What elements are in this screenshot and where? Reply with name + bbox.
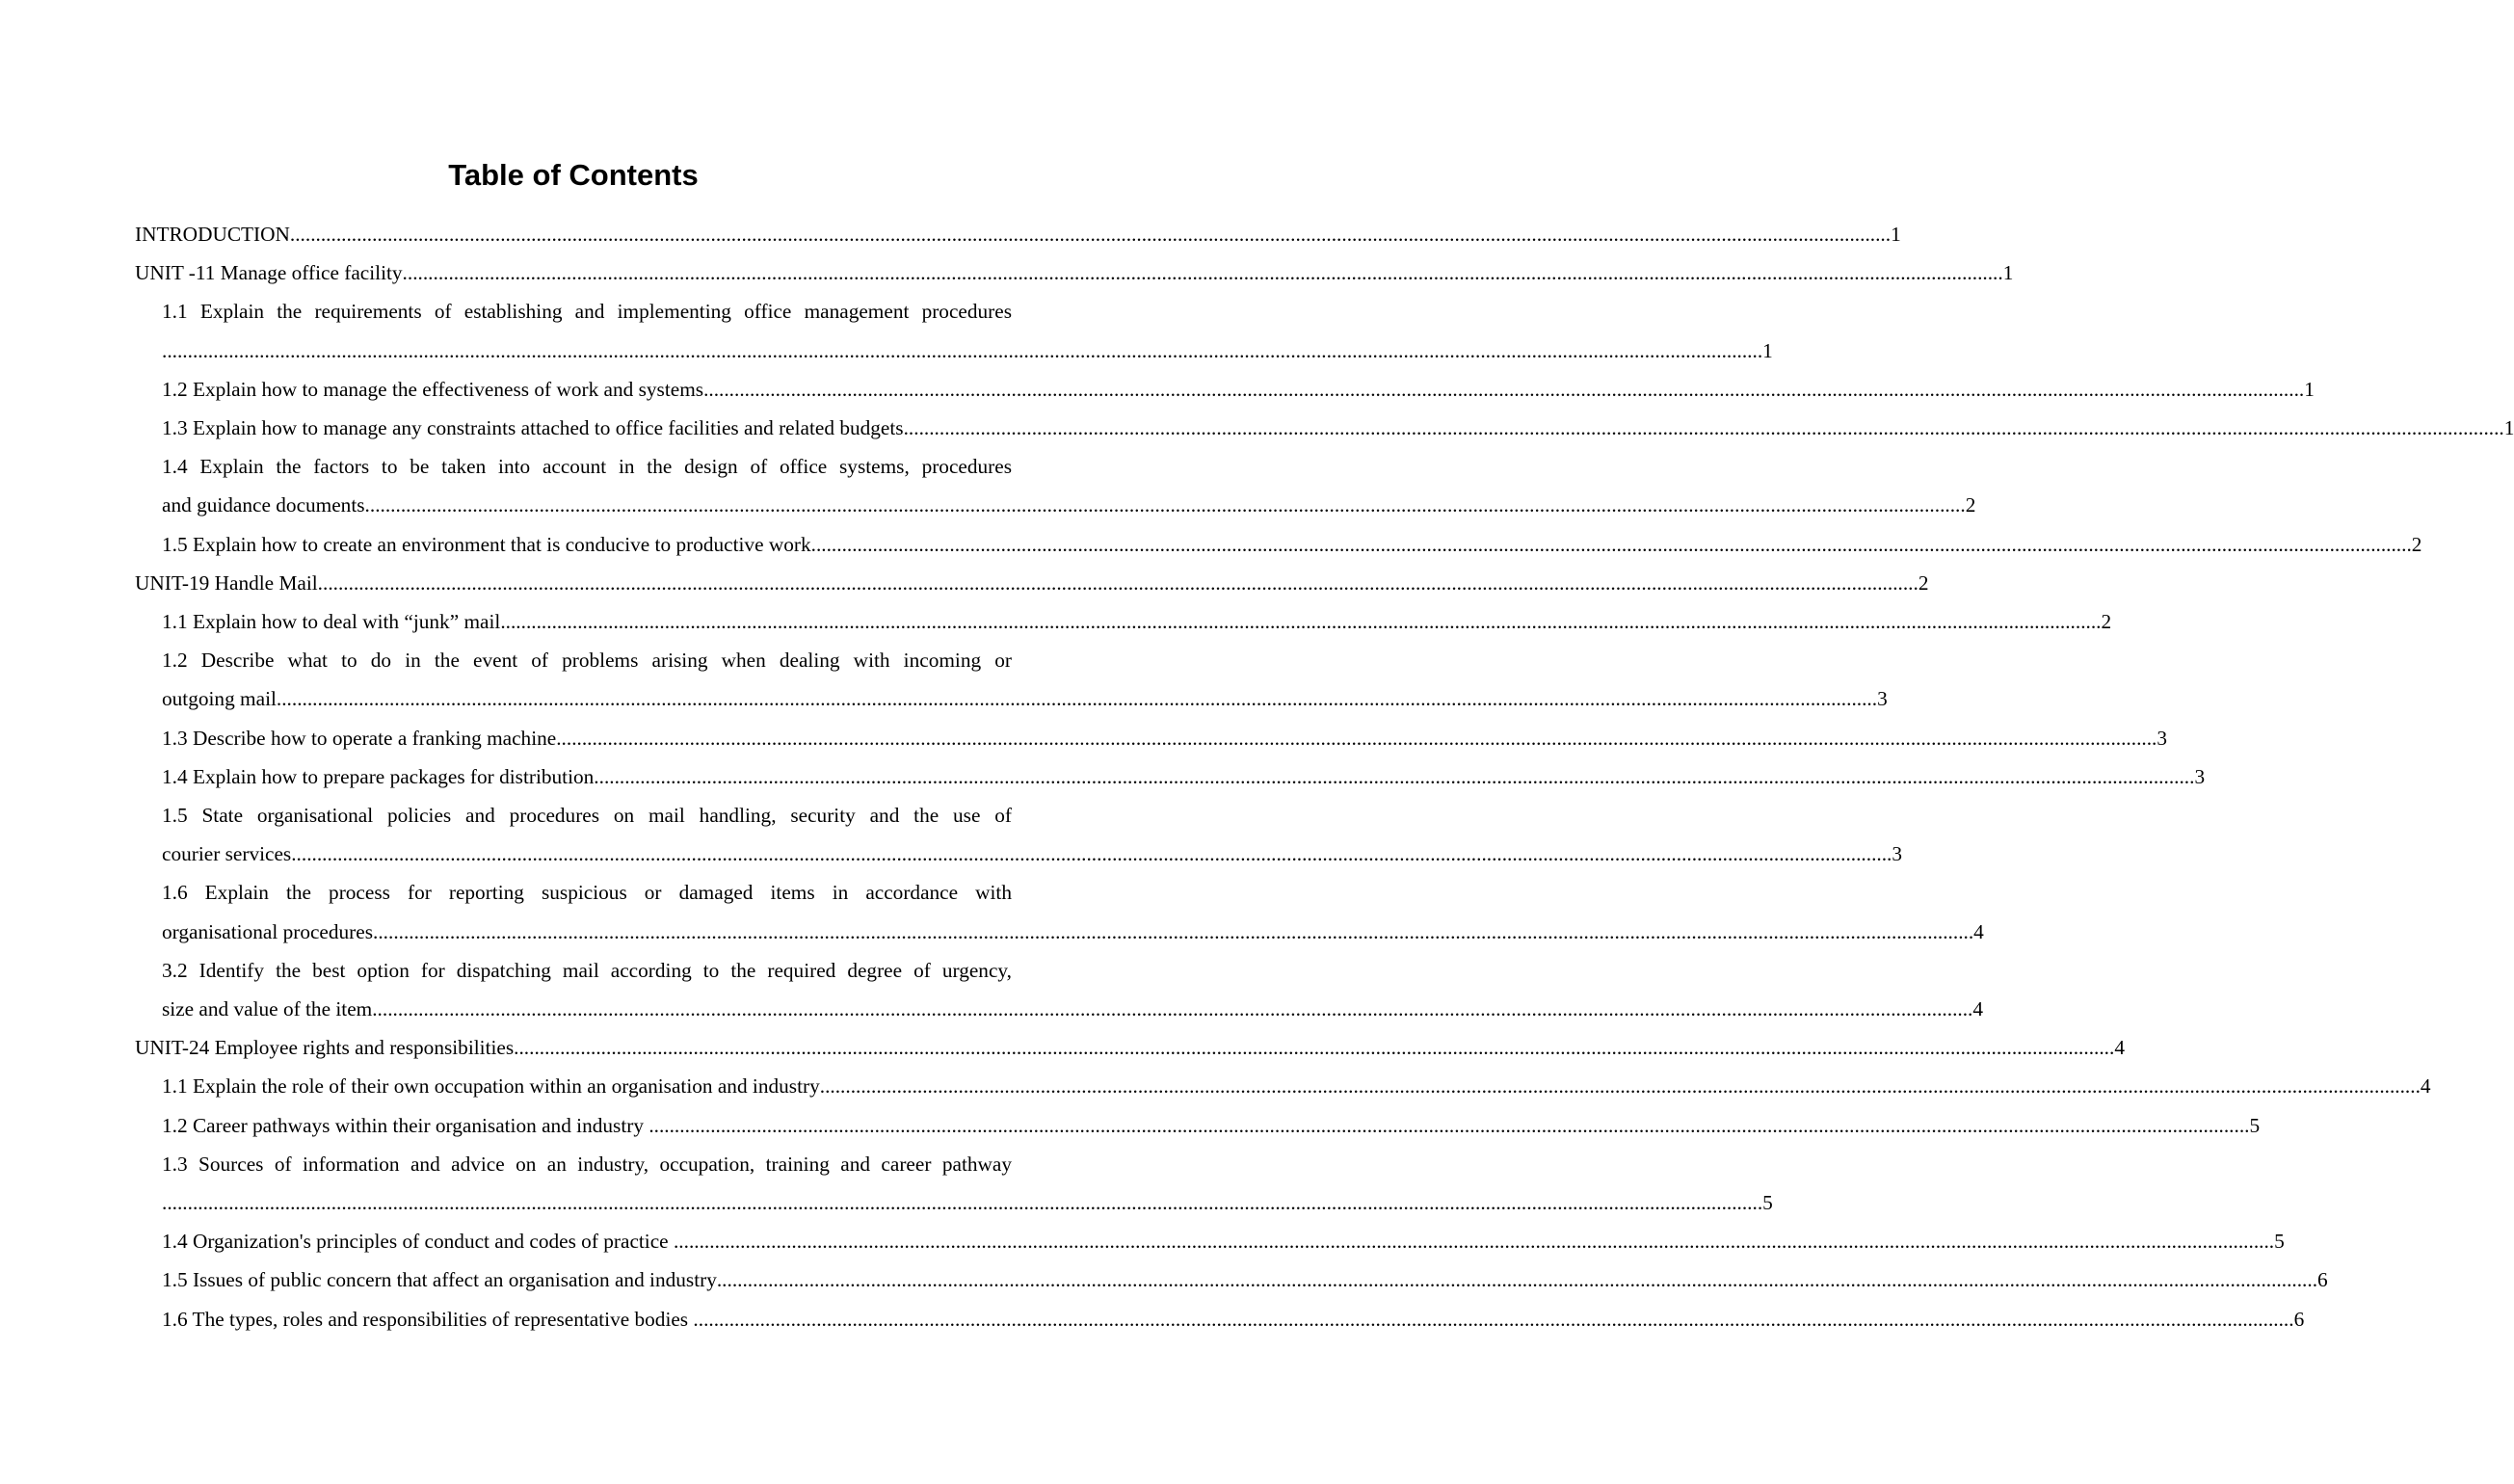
toc-entry-unit-24-1-3[interactable] <box>162 1145 1773 1222</box>
toc-entry-text: organisational procedures <box>162 919 374 943</box>
toc-entry-unit-24-1-5[interactable] <box>162 1260 2328 1299</box>
table-of-contents <box>135 215 2514 1338</box>
toc-entry-text: 1.5 Explain how to create an environment that is conducive to productive work <box>162 532 811 556</box>
toc-page-number: 4 <box>1972 997 1984 1021</box>
toc-entry-text: 1.5 Issues of public concern that affect an organisation and industry <box>162 1268 717 1292</box>
toc-entry-text: 1.1 Explain how to deal with “junk” mail <box>162 610 501 634</box>
toc-page-number: 5 <box>2249 1113 2261 1137</box>
toc-entry-unit-19-3-2[interactable] <box>162 951 1984 1028</box>
toc-entry-text-line1: 1.3 Sources of information and advice on an industry, occupation, training and career pathway <box>162 1152 1012 1176</box>
toc-entry-unit-19-1-5[interactable] <box>162 796 1903 873</box>
toc-entry-unit-11-1-3[interactable] <box>162 409 2514 447</box>
toc-entry-unit-24-1-2[interactable] <box>162 1106 2261 1145</box>
toc-entry-text-line1: 1.1 Explain the requirements of establishing and implementing office management procedures <box>162 300 1012 324</box>
dot-leader: ........................................................................................................................................................................................................................................................................................................................ <box>819 1074 2421 1099</box>
toc-page-number: 6 <box>2317 1268 2328 1292</box>
toc-entry-unit-11[interactable] <box>135 253 2014 292</box>
toc-page-number: 3 <box>2194 764 2206 788</box>
toc-page-number: 4 <box>2114 1036 2125 1060</box>
toc-entry-text: size and value of the item <box>162 997 373 1021</box>
dot-leader: ........................................................................................................................................................................................................................................................................................................................ <box>162 338 1763 362</box>
toc-entry-unit-19-1-6[interactable] <box>162 873 1984 950</box>
dot-leader: ........................................................................................................................................................................................................................................................................................................................ <box>317 570 1919 595</box>
dot-leader: ........................................................................................................................................................................................................................................................................................................................ <box>673 1230 2275 1254</box>
toc-entry-unit-19-1-2[interactable] <box>162 641 1888 718</box>
toc-entry-introduction[interactable] <box>135 215 1901 253</box>
toc-entry-unit-11-1-5[interactable] <box>162 525 2422 564</box>
toc-page-number: 1 <box>1762 338 1773 362</box>
dot-leader: ........................................................................................................................................................................................................................................................................................................................ <box>276 687 1878 711</box>
toc-entry-text: courier services <box>162 842 292 866</box>
dot-leader: ........................................................................................................................................................................................................................................................................................................................ <box>903 416 2504 440</box>
dot-leader: ........................................................................................................................................................................................................................................................................................................................ <box>556 726 2157 750</box>
toc-entry-unit-19-1-1[interactable] <box>162 602 2112 641</box>
dot-leader: ........................................................................................................................................................................................................................................................................................................................ <box>500 610 2102 634</box>
dot-leader: ........................................................................................................................................................................................................................................................................................................................ <box>594 764 2195 788</box>
page-title: Table of Contents <box>448 158 699 192</box>
toc-entry-unit-24[interactable] <box>135 1028 2125 1067</box>
toc-page-number: 2 <box>2101 610 2112 634</box>
toc-page-number: 1 <box>2503 416 2514 440</box>
toc-entry-text: 1.3 Explain how to manage any constraints attached to office facilities and related budgets <box>162 416 904 440</box>
toc-entry-text-line1: 1.5 State organisational policies and procedures on mail handling, security and the use of <box>162 804 1012 828</box>
toc-page-number: 4 <box>1973 919 1984 943</box>
toc-entry-text: and guidance documents <box>162 493 365 517</box>
toc-entry-text: 1.1 Explain the role of their own occupation within an organisation and industry <box>162 1074 820 1099</box>
toc-entry-text: 1.4 Explain how to prepare packages for distribution <box>162 764 595 788</box>
dot-leader: ........................................................................................................................................................................................................................................................................................................................ <box>373 919 1974 943</box>
toc-entry-unit-11-1-1[interactable] <box>162 292 1773 369</box>
dot-leader: ........................................................................................................................................................................................................................................................................................................................ <box>291 842 1892 866</box>
toc-page-number: 2 <box>1965 493 1976 517</box>
toc-page-number: 2 <box>1918 570 1929 595</box>
toc-page-number: 2 <box>2411 532 2422 556</box>
toc-entry-text: 1.3 Describe how to operate a franking machine <box>162 726 557 750</box>
toc-entry-unit-11-1-4[interactable] <box>162 447 1976 524</box>
toc-page-number: 1 <box>2002 261 2014 285</box>
toc-entry-unit-24-1-6[interactable] <box>162 1300 2305 1338</box>
dot-leader: ........................................................................................................................................................................................................................................................................................................................ <box>402 261 2003 285</box>
dot-leader: ........................................................................................................................................................................................................................................................................................................................ <box>648 1113 2250 1137</box>
toc-page-number: 3 <box>1892 842 1903 866</box>
toc-entry-text: UNIT-19 Handle Mail <box>135 570 318 595</box>
dot-leader: ........................................................................................................................................................................................................................................................................................................................ <box>693 1307 2294 1331</box>
toc-entry-text: UNIT -11 Manage office facility <box>135 261 403 285</box>
toc-entry-text-line1: 3.2 Identify the best option for dispatching mail according to the required degree of urgency, <box>162 958 1012 982</box>
dot-leader: ........................................................................................................................................................................................................................................................................................................................ <box>514 1036 2115 1060</box>
dot-leader: ........................................................................................................................................................................................................................................................................................................................ <box>703 377 2305 401</box>
toc-entry-text: 1.4 Organization's principles of conduct and codes of practice <box>162 1230 674 1254</box>
toc-entry-text-line1: 1.2 Describe what to do in the event of problems arising when dealing with incoming or <box>162 649 1012 673</box>
toc-entry-unit-19-1-3[interactable] <box>162 719 2168 757</box>
toc-page-number: 6 <box>2293 1307 2305 1331</box>
toc-entry-text-line1: 1.6 Explain the process for reporting suspicious or damaged items in accordance with <box>162 881 1012 905</box>
toc-entry-unit-11-1-2[interactable] <box>162 370 2315 409</box>
dot-leader: ........................................................................................................................................................................................................................................................................................................................ <box>810 532 2412 556</box>
toc-entry-unit-19-1-4[interactable] <box>162 757 2206 796</box>
toc-entry-text: outgoing mail <box>162 687 277 711</box>
toc-page-number: 3 <box>1877 687 1888 711</box>
dot-leader: ........................................................................................................................................................................................................................................................................................................................ <box>162 1191 1763 1215</box>
toc-page-number: 4 <box>2420 1074 2431 1099</box>
toc-entry-text: UNIT-24 Employee rights and responsibilities <box>135 1036 515 1060</box>
toc-entry-text: 1.6 The types, roles and responsibilities of representative bodies <box>162 1307 694 1331</box>
toc-page-number: 5 <box>2274 1230 2285 1254</box>
toc-entry-text-line1: 1.4 Explain the factors to be taken into account in the design of office systems, procedures <box>162 455 1012 479</box>
dot-leader: ........................................................................................................................................................................................................................................................................................................................ <box>716 1268 2318 1292</box>
toc-page-number: 1 <box>2304 377 2315 401</box>
toc-page-number: 5 <box>1762 1191 1773 1215</box>
toc-page-number: 3 <box>2157 726 2168 750</box>
toc-entry-unit-19[interactable] <box>135 564 1929 602</box>
toc-entry-unit-24-1-4[interactable] <box>162 1222 2285 1260</box>
dot-leader: ........................................................................................................................................................................................................................................................................................................................ <box>372 997 1973 1021</box>
toc-entry-text: INTRODUCTION <box>135 223 290 246</box>
toc-page-number: 1 <box>1891 223 1901 246</box>
toc-entry-text: 1.2 Career pathways within their organisation and industry <box>162 1113 649 1137</box>
toc-entry-text: 1.2 Explain how to manage the effectiveness of work and systems <box>162 377 704 401</box>
dot-leader: ........................................................................................................................................................................................................................................................................................................................ <box>364 493 1966 517</box>
toc-entry-unit-24-1-1[interactable] <box>162 1067 2431 1105</box>
dot-leader: ........................................................................................................................................................................................................................................................................................................................ <box>289 223 1892 246</box>
